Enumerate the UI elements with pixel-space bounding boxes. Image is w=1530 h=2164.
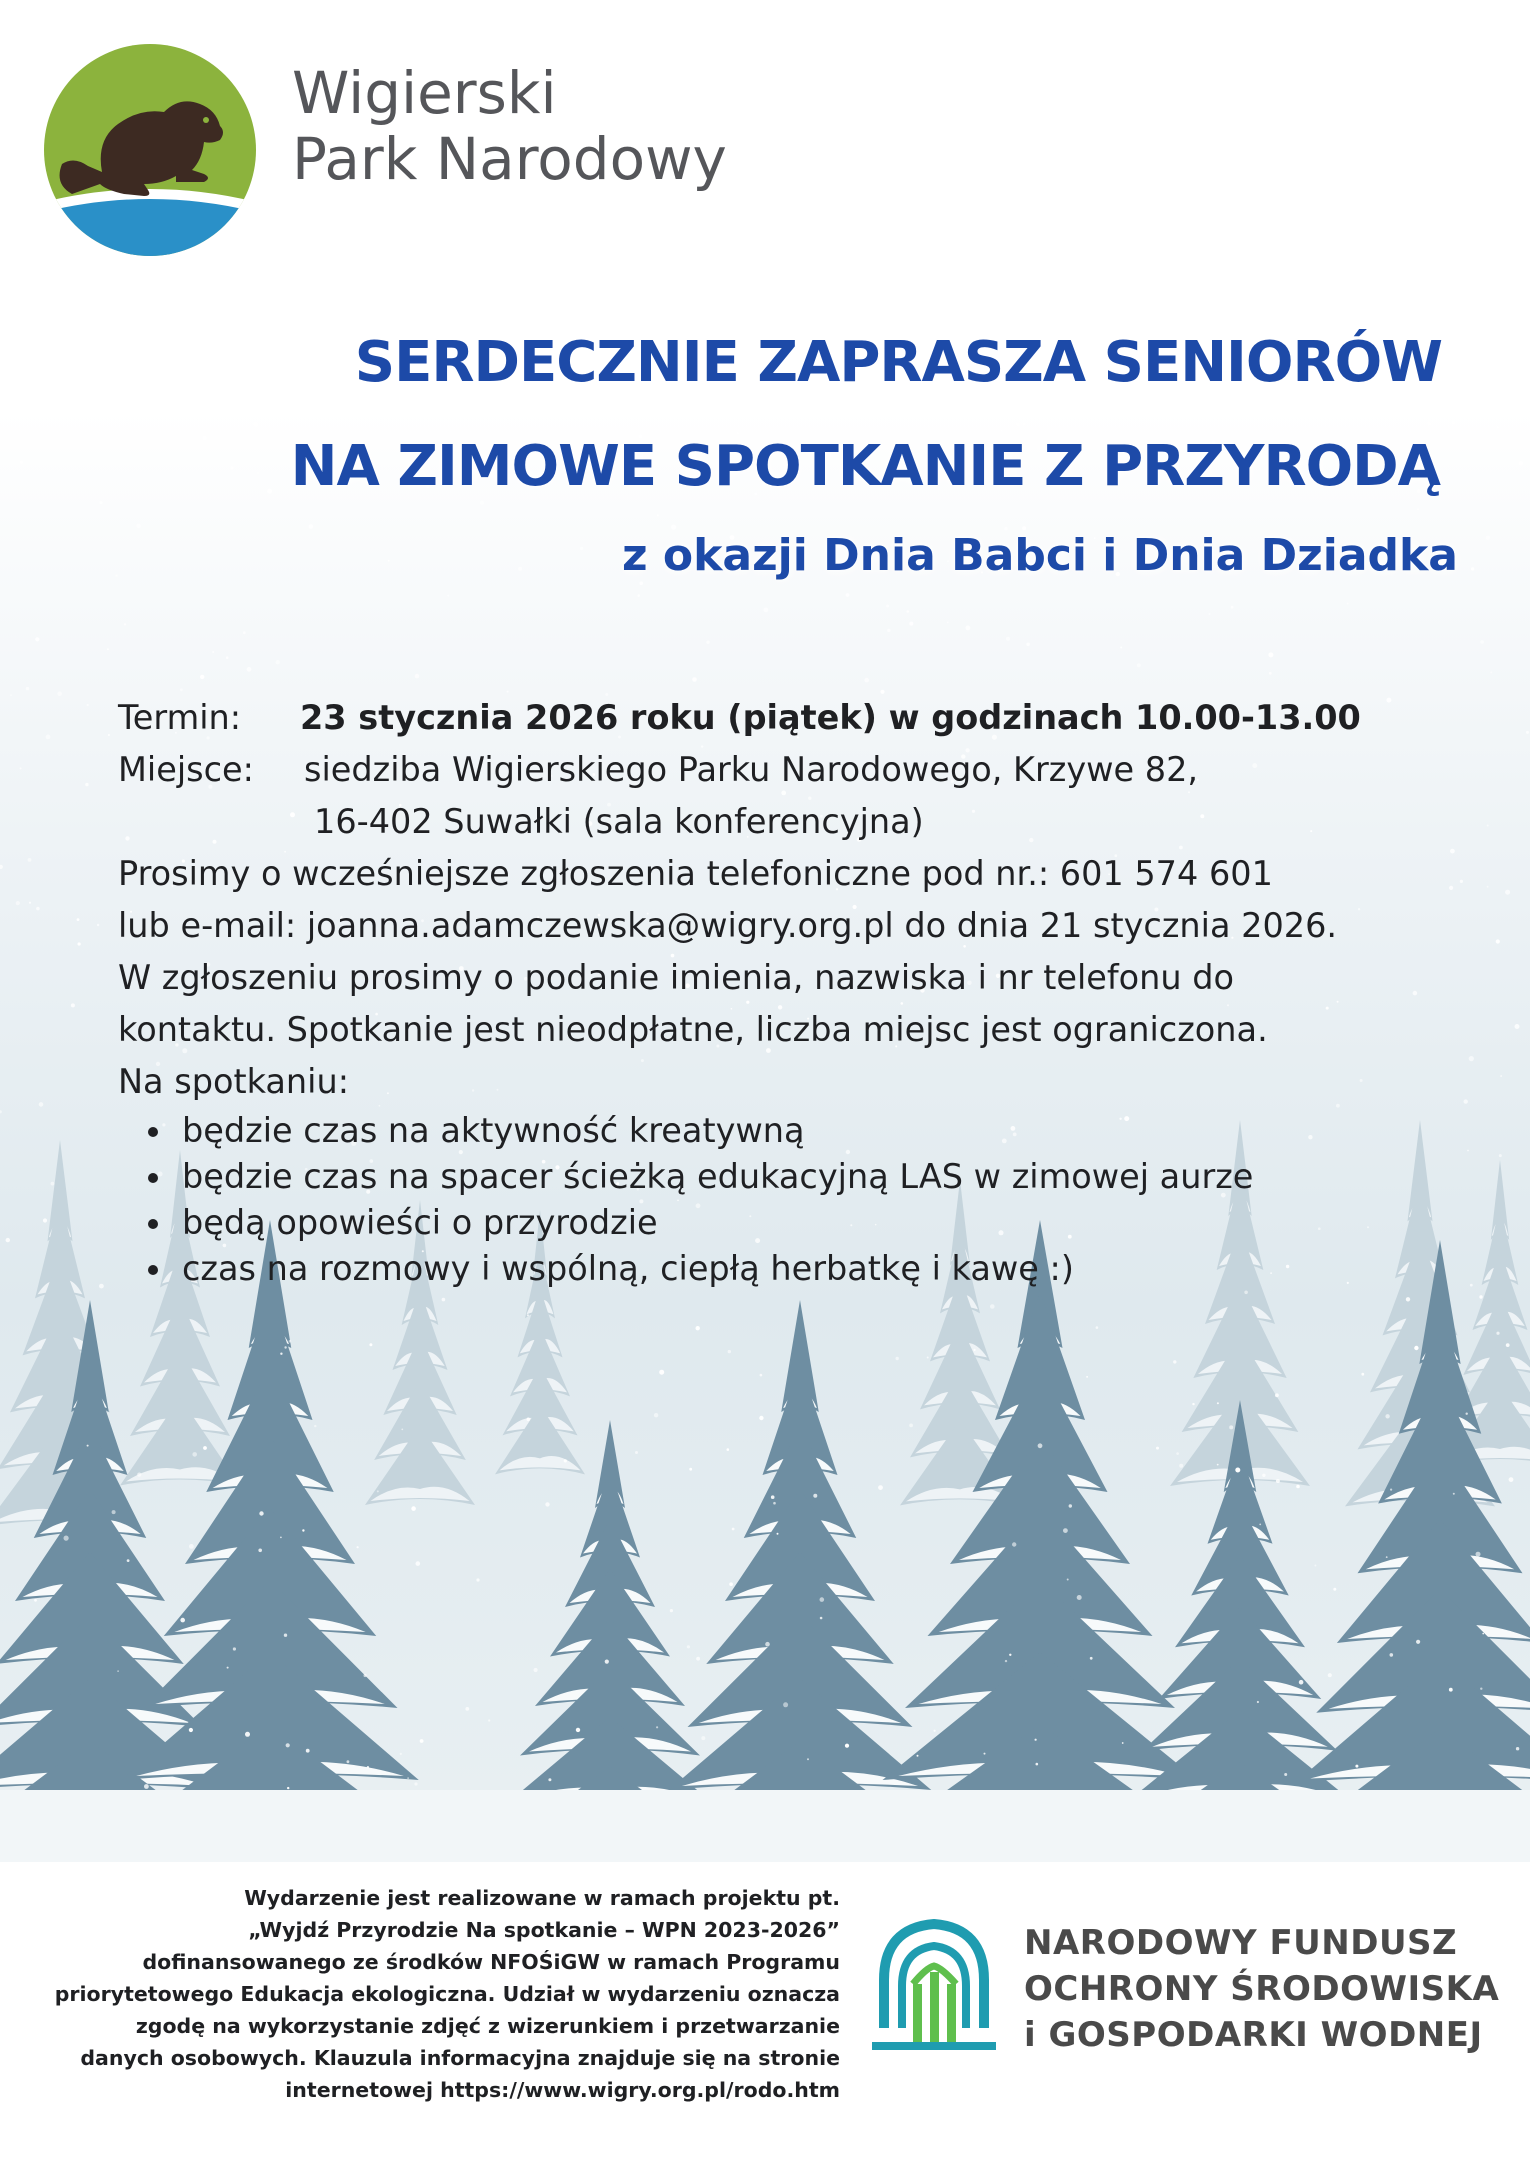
event-details [118, 692, 1448, 1292]
nfosigw-logo-icon [866, 1910, 1002, 2058]
fund-name-line3: i GOSPODARKI WODNEJ [1024, 2015, 1483, 2055]
beaver-logo-icon [44, 44, 256, 256]
fund-name [1024, 1920, 1499, 2058]
funding-note-line: zgodę na wykorzystanie zdjęć z wizerunkiem i przetwarzanie [135, 2014, 840, 2038]
funding-note-line: danych osobowych. Klauzula informacyjna znajduje się na stronie [80, 2046, 840, 2070]
funding-note-line: dofinansowanego ze środków NFOŚiGW w ramach Programu [142, 1950, 840, 1974]
termin-row [118, 692, 1448, 744]
info-line2: kontaktu. Spotkanie jest nieodpłatne, liczba miejsc jest ograniczona. [118, 1010, 1268, 1049]
miejsce-label: Miejsce: [118, 750, 254, 789]
miejsce-value-line2: 16-402 Suwałki (sala konferencyjna) [314, 802, 924, 841]
fund-name-line1: NARODOWY FUNDUSZ [1024, 1923, 1458, 1963]
headline-line2: NA ZIMOWE SPOTKANIE Z PRZYRODĄ [290, 434, 1440, 499]
funding-note [30, 1882, 840, 2106]
termin-label: Termin: [118, 698, 242, 737]
phone-line: Prosimy o wcześniejsze zgłoszenia telefoniczne pod nr.: 601 574 601 [118, 854, 1273, 893]
funding-note-line: „Wyjdź Przyrodzie Na spotkanie – WPN 2023-2026” [248, 1918, 840, 1942]
fund-name-line2: OCHRONY ŚRODOWISKA [1024, 1969, 1500, 2009]
list-item: będzie czas na aktywność kreatywną [148, 1108, 1448, 1154]
funding-note-line: priorytetowego Edukacja ekologiczna. Udział w wydarzeniu oznacza [54, 1982, 840, 2006]
info-line1: W zgłoszeniu prosimy o podanie imienia, nazwiska i nr telefonu do [118, 958, 1235, 997]
activities-list [118, 1108, 1448, 1292]
headline-line1: SERDECZNIE ZAPRASZA SENIORÓW [354, 330, 1442, 395]
miejsce-value-line1: siedziba Wigierskiego Parku Narodowego, Krzywe 82, [304, 750, 1199, 789]
list-item: będą opowieści o przyrodzie [148, 1200, 1448, 1246]
funding-note-line: internetowej https://www.wigry.org.pl/rodo.htm [285, 2078, 840, 2102]
list-item: czas na rozmowy i wspólną, ciepłą herbatkę i kawę :) [148, 1246, 1448, 1292]
list-intro: Na spotkaniu: [118, 1062, 349, 1101]
park-name [292, 60, 727, 192]
funding-note-line: Wydarzenie jest realizowane w ramach projektu pt. [244, 1886, 840, 1910]
list-item: będzie czas na spacer ścieżką edukacyjną LAS w zimowej aurze [148, 1154, 1448, 1200]
park-name-line1: Wigierski [292, 59, 557, 127]
email-line: lub e-mail: joanna.adamczewska@wigry.org.pl do dnia 21 stycznia 2026. [118, 906, 1338, 945]
park-name-line2: Park Narodowy [292, 125, 727, 193]
miejsce-row2 [118, 796, 1448, 848]
headline-subtitle: z okazji Dnia Babci i Dnia Dziadka [621, 530, 1458, 581]
footer [0, 1862, 1530, 2164]
miejsce-row [118, 744, 1448, 796]
termin-value: 23 stycznia 2026 roku (piątek) w godzinach 10.00-13.00 [300, 698, 1361, 737]
